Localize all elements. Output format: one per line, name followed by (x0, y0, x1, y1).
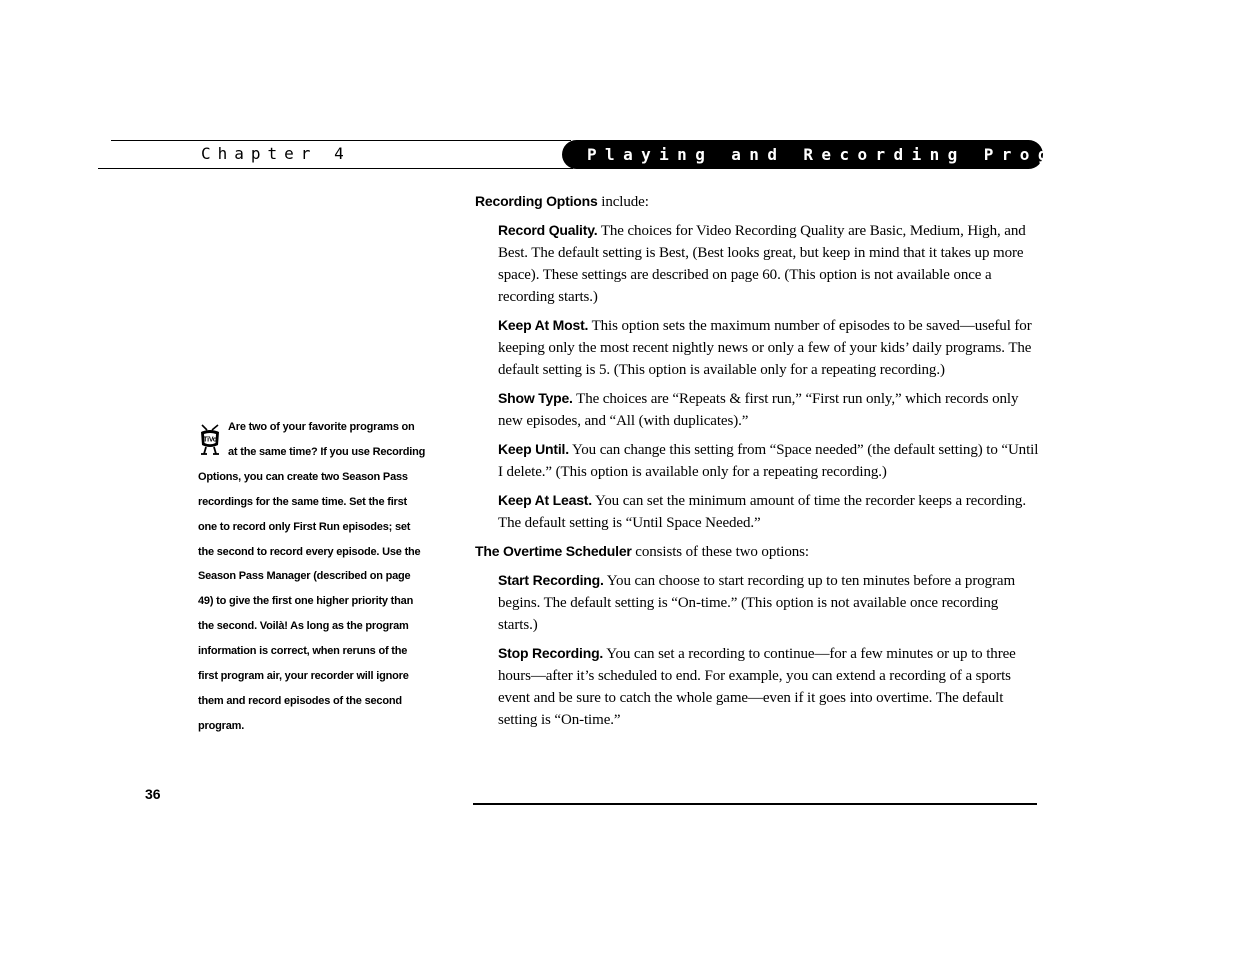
header-rule-bottom (98, 168, 573, 169)
option-record-quality (498, 219, 1040, 308)
option-stop-recording (498, 642, 1040, 731)
option-keep-at-most (498, 314, 1040, 381)
option-term: Stop Recording. (498, 645, 604, 661)
option-term: Show Type. (498, 390, 573, 406)
sidebar-tip-text: Are two of your favorite programs on at the same time? If you use Recording Options, you can create two Season Pass recordings for the same time. Set the first one to record only First Run episodes; set the second to record every episode. Use the Season Pass Manager (described on page 49) to give the first one higher priority than the second. Voilà! As long as the program information is correct, when reruns of the first program air, your recorder will ignore them and record episodes of the second program. (198, 421, 426, 732)
option-description: The choices for Video Recording Quality are Basic, Medium, High, and Best. The default setting is Best, (Best looks great, but keep in mind that it takes up more space). These settings are described on page 60. (This option is not available once a recording starts.) (498, 223, 1026, 305)
tivo-mascot-icon (198, 424, 222, 460)
option-term: Record Quality. (498, 222, 598, 238)
option-term: Start Recording. (498, 572, 604, 588)
option-term: Keep Until. (498, 441, 569, 457)
overtime-scheduler-heading: The Overtime Scheduler (475, 543, 632, 559)
option-description: You can change this setting from “Space needed” (the default setting) to “Until I delete.” (This option is available only for a repeating recording.) (498, 442, 1039, 480)
page-number: 36 (145, 786, 161, 802)
chapter-label: Chapter 4 (201, 144, 351, 163)
section-title: Playing and Recording Programs (562, 140, 1043, 169)
recording-options-heading: Recording Options (475, 193, 598, 209)
option-term: Keep At Least. (498, 492, 592, 508)
option-description: This option sets the maximum number of episodes to be saved—useful for keeping only the most recent nightly news or only a few of your kids’ daily programs. The default setting is 5. (This option is available only for a repeating recording.) (498, 318, 1032, 378)
main-content (475, 190, 1040, 737)
option-description: You can set the minimum amount of time the recorder keeps a recording. The default setting is “Until Space Needed.” (498, 493, 1026, 531)
option-description: You can set a recording to continue—for a few minutes or up to three hours—after it’s scheduled to end. For example, you can extend a recording of a sports event and be sure to catch the whole game—even if it goes into overtime. The default setting is “On-time.” (498, 646, 1016, 728)
option-start-recording (498, 569, 1040, 636)
option-keep-at-least (498, 489, 1040, 534)
recording-options-intro: Recording Options include: (475, 193, 649, 210)
sidebar-tip (198, 415, 426, 739)
option-term: Keep At Most. (498, 317, 589, 333)
footer-rule (473, 803, 1037, 805)
svg-text:TiVo: TiVo (203, 436, 217, 444)
option-description: The choices are “Repeats & first run,” “First run only,” which records only new episodes, and “All (with duplicates).” (498, 391, 1019, 429)
option-keep-until (498, 438, 1040, 483)
header-rule-top (111, 140, 571, 141)
option-description: You can choose to start recording up to ten minutes before a program begins. The default setting is “On-time.” (This option is not available once recording starts.) (498, 573, 1016, 633)
option-show-type (498, 387, 1040, 432)
overtime-scheduler-intro: The Overtime Scheduler consists of these two options: (475, 543, 809, 560)
